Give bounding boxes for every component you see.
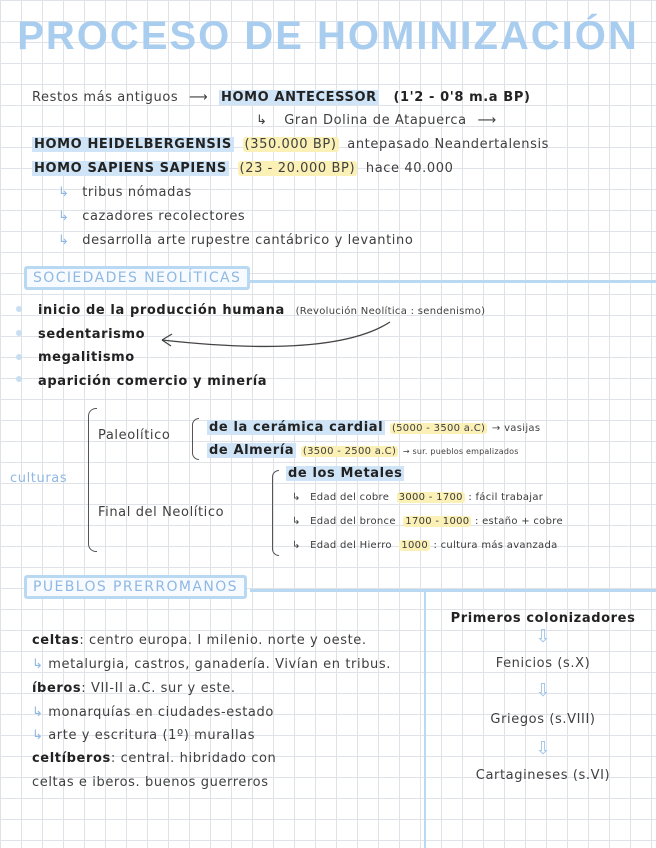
iberos-line: íberos: VII-II a.C. sur y este. xyxy=(32,681,236,696)
sub-arrow-icon: ↳ xyxy=(292,492,301,503)
gran-dolina-label: Gran Dolina de Atapuerca xyxy=(284,113,467,128)
homo-sapiens-sapiens: HOMO SAPIENS SAPIENS xyxy=(34,161,227,176)
bullet-dot xyxy=(16,330,22,336)
culture-cardial: de la cerámica cardial (5000 - 3500 a.C) → vasijas xyxy=(209,420,541,435)
arrow-right-icon: ⟶ xyxy=(188,90,209,105)
sub-arrow-icon: ↳ xyxy=(58,233,70,248)
iberos-sub-1: ↳ monarquías en ciudades-estado xyxy=(32,705,274,720)
colonizer-item: Griegos (s.VIII) xyxy=(490,712,596,727)
bullet-dot xyxy=(16,354,22,360)
metal-age-copper: ↳ Edad del cobre 3000 - 1700 : fácil trabajar xyxy=(292,492,544,503)
oldest-remains-label: Restos más antiguos xyxy=(32,90,179,105)
metal-age-iron: ↳ Edad del Hierro 1000 : cultura más avanzada xyxy=(292,540,558,551)
celtas-line: celtas: centro europa. I milenio. norte y oeste. xyxy=(32,633,367,648)
curved-arrow-icon xyxy=(150,318,400,354)
list-item: ↳ desarrolla arte rupestre cantábrico y levantino xyxy=(58,233,414,248)
sub-arrow-icon: ↳ xyxy=(32,705,44,720)
culture-almeria: de Almería (3500 - 2500 a.C) → sur. pueblos empalizados xyxy=(209,443,519,458)
homo-heidelbergensis: HOMO HEIDELBERGENSIS xyxy=(34,137,232,152)
page-title: PROCESO DE HOMINIZACIÓN xyxy=(17,14,639,58)
homo-antecessor-dates: (1'2 - 0'8 m.a BP) xyxy=(393,90,531,105)
bullet-dot xyxy=(16,376,22,382)
paleolithic-label: Paleolítico xyxy=(98,428,171,443)
metal-age-bronze: ↳ Edad del bronce 1700 - 1000 : estaño + cobre xyxy=(292,516,563,527)
sapiens-note: hace 40.000 xyxy=(365,161,454,176)
hominization-line-4 xyxy=(32,161,453,176)
neolithic-bullet-3: megalitismo xyxy=(38,350,135,365)
sub-arrow-icon: ↳ xyxy=(58,185,70,200)
section-heading-neolithic: SOCIEDADES NEOLÍTICAS xyxy=(24,266,250,290)
sapiens-dates: (23 - 20.000 BP) xyxy=(239,161,356,176)
arrow-right-icon: ⟶ xyxy=(477,113,497,128)
arrow-down-icon: ⇩ xyxy=(535,680,551,701)
return-arrow-icon: ↳ xyxy=(256,113,268,128)
celtiberos-cont: celtas e iberos. buenos guerreros xyxy=(32,775,269,790)
heidelbergensis-dates: (350.000 BP) xyxy=(244,137,337,152)
column-divider xyxy=(424,589,426,848)
neolithic-bullet-4: aparición comercio y minería xyxy=(38,374,268,389)
neolithic-bullet-1 xyxy=(38,303,485,318)
colonizers-heading: Primeros colonizadores xyxy=(450,611,636,626)
arrow-down-icon: ⇩ xyxy=(535,738,551,759)
arrow-down-icon: ⇩ xyxy=(535,626,551,647)
cultures-brace xyxy=(88,408,97,552)
production-note: (Revolución Neolítica : sendenismo) xyxy=(295,306,486,317)
celtas-sub: ↳ metalurgia, castros, ganadería. Vivían en tribus. xyxy=(32,657,391,672)
colonizer-item: Fenicios (s.X) xyxy=(495,656,591,671)
section-heading-preroman: PUEBLOS PRERROMANOS xyxy=(24,575,247,599)
iberos-sub-2: ↳ arte y escritura (1º) murallas xyxy=(32,728,256,743)
final-neolithic-brace xyxy=(272,470,279,556)
celtiberos-line: celtíberos: central. hibridado con xyxy=(32,751,277,766)
sub-arrow-icon: ↳ xyxy=(58,209,70,224)
colonizer-item: Cartagineses (s.VI) xyxy=(475,768,611,783)
cultures-label: culturas xyxy=(10,471,68,486)
section-rule xyxy=(250,280,656,283)
homo-antecessor: HOMO ANTECESSOR xyxy=(220,90,377,105)
sub-arrow-icon: ↳ xyxy=(292,516,301,527)
list-item: ↳ tribus nómadas xyxy=(58,185,192,200)
paleolithic-brace xyxy=(192,418,199,460)
final-neolithic-label: Final del Neolítico xyxy=(98,505,225,520)
sub-arrow-icon: ↳ xyxy=(32,657,44,672)
sub-arrow-icon: ↳ xyxy=(292,540,301,551)
neolithic-bullet-2: sedentarismo xyxy=(38,327,146,342)
production-label: inicio de la producción humana xyxy=(38,303,285,318)
bullet-dot xyxy=(16,306,22,312)
hominization-line-3 xyxy=(32,137,549,152)
hominization-line-2 xyxy=(256,113,497,128)
sub-arrow-icon: ↳ xyxy=(32,728,44,743)
hominization-line-1 xyxy=(32,90,531,105)
heidelbergensis-note: antepasado Neandertalensis xyxy=(347,137,550,152)
section-rule xyxy=(250,589,656,592)
metals-heading: de los Metales xyxy=(288,466,403,481)
list-item: ↳ cazadores recolectores xyxy=(58,209,246,224)
